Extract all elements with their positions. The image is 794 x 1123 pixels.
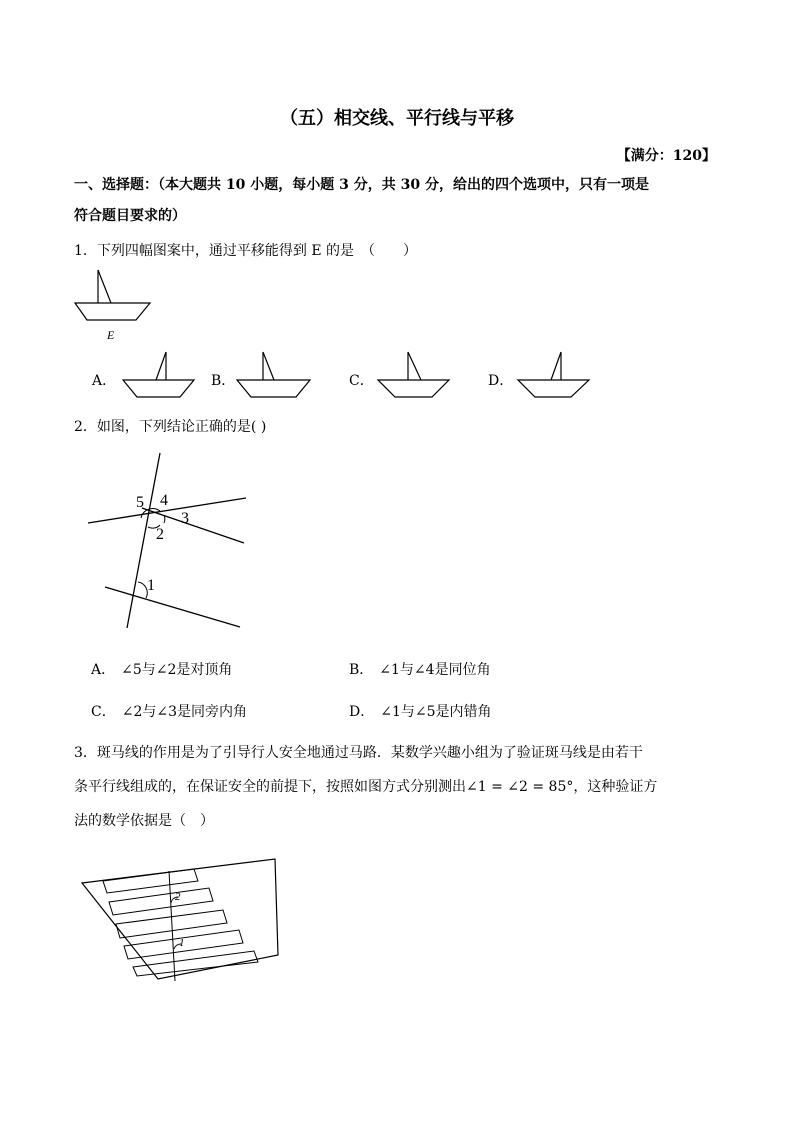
q2-option-d-text: ∠1与∠5是内错角 bbox=[380, 704, 492, 720]
q1-figure-c[interactable] bbox=[373, 347, 453, 407]
q2-figure bbox=[80, 450, 260, 640]
q2-option-b-text: ∠1与∠4是同位角 bbox=[379, 662, 491, 678]
q2-option-b-letter: B． bbox=[349, 662, 374, 678]
section-heading-line1: 一、选择题：（本大题共 10 小题，每小题 3 分，共 30 分，给出的四个选项中，只有一项是 bbox=[74, 177, 649, 193]
q3-line2: 条平行线组成的，在保证安全的前提下，按照如图方式分别测出∠1 = ∠2 = 85°，这种验证方 bbox=[74, 779, 658, 795]
q1-figure-a[interactable] bbox=[118, 347, 198, 407]
q3-line3: 法的数学依据是（ ） bbox=[74, 813, 214, 829]
angle-label-2: 2 bbox=[156, 526, 164, 543]
q1-figure-d[interactable] bbox=[513, 347, 595, 407]
full-score: 【满分：120】 bbox=[616, 148, 716, 164]
q1-stem: 1．下列四幅图案中，通过平移能得到 E 的是 （ ） bbox=[74, 243, 418, 259]
q2-option-c-text: ∠2与∠3是同旁内角 bbox=[121, 704, 247, 720]
q2-option-d[interactable] bbox=[349, 701, 492, 721]
q1-option-a[interactable]: A． bbox=[92, 373, 117, 389]
q2-option-a[interactable] bbox=[91, 659, 232, 679]
angle-label-4: 4 bbox=[160, 492, 168, 509]
q2-option-c-letter: C． bbox=[91, 704, 116, 720]
page-title: （五）相交线、平行线与平移 bbox=[280, 108, 514, 129]
q3-angle-label-2: 2 bbox=[175, 891, 181, 903]
angle-label-3: 3 bbox=[181, 510, 189, 527]
q1-option-d[interactable]: D． bbox=[488, 373, 514, 389]
q2-option-c[interactable] bbox=[91, 701, 247, 721]
q1-option-b[interactable]: B． bbox=[211, 373, 236, 389]
q1-figure-b[interactable] bbox=[232, 347, 314, 407]
q2-option-a-text: ∠5与∠2是对顶角 bbox=[121, 662, 233, 678]
q2-option-a-letter: A． bbox=[91, 662, 116, 678]
q2-option-d-letter: D． bbox=[349, 704, 375, 720]
q1-option-c[interactable]: C． bbox=[349, 373, 374, 389]
angle-label-5: 5 bbox=[136, 494, 144, 511]
q3-line1: 3．斑马线的作用是为了引导行人安全地通过马路．某数学兴趣小组为了验证斑马线是由若干 bbox=[74, 745, 643, 761]
q3-zebra-crossing-figure bbox=[78, 855, 288, 985]
q2-option-b[interactable] bbox=[349, 659, 491, 679]
section-heading-line2: 符合题目要求的） bbox=[74, 208, 186, 224]
q3-angle-label-1: 1 bbox=[179, 937, 185, 949]
angle-label-1: 1 bbox=[147, 577, 155, 594]
q2-stem: 2．如图，下列结论正确的是( ) bbox=[74, 419, 267, 435]
figure-e-label: E bbox=[107, 328, 115, 342]
q1-figure-e bbox=[70, 265, 160, 345]
